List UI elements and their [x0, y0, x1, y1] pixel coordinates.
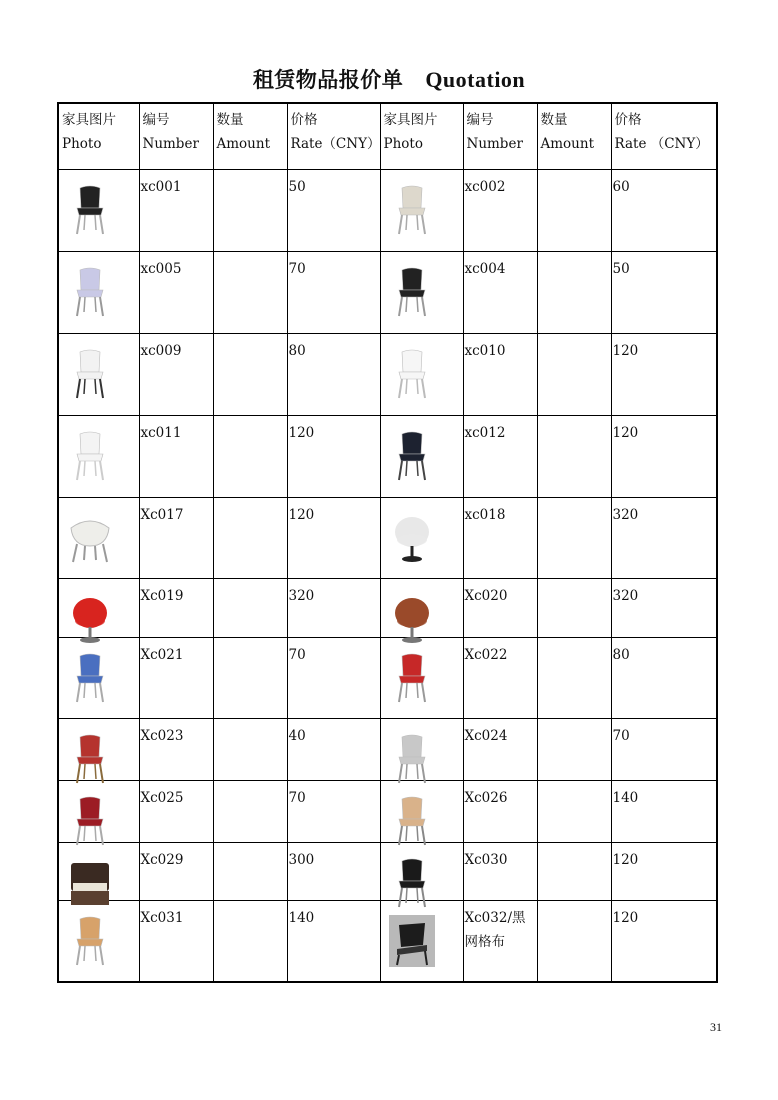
item-rate-cell: [611, 333, 717, 415]
photo-cell: [58, 637, 139, 718]
photo-cell: [58, 251, 139, 333]
item-number: Xc032/黑网格布: [464, 909, 526, 950]
item-amount-cell[interactable]: [213, 578, 287, 637]
item-number: Xc023: [140, 727, 184, 744]
white-bentwood-chair-photo: [67, 430, 113, 482]
item-amount-cell[interactable]: [213, 169, 287, 251]
item-rate-cell: [611, 637, 717, 718]
item-number-cell: [463, 578, 537, 637]
wood-plywood-chair-photo: [389, 795, 435, 847]
black-armchair-sled-photo: [389, 266, 435, 318]
item-number-cell: [139, 578, 213, 637]
white-chair-photo: [389, 348, 435, 400]
beige-stacking-chair-photo: [389, 184, 435, 236]
item-number: Xc030: [464, 851, 508, 868]
item-number-cell: [463, 637, 537, 718]
item-rate-cell: [611, 415, 717, 497]
item-rate: 120: [612, 342, 639, 359]
item-rate: 80: [612, 646, 630, 663]
item-number-cell: [139, 637, 213, 718]
wood-stacking-chair-photo: [67, 915, 113, 967]
white-shell-chair-photo: [67, 348, 113, 400]
item-rate-cell: [287, 842, 380, 900]
item-number: Xc025: [140, 789, 184, 806]
photo-cell: [380, 415, 463, 497]
cantilever-chair-photo: [67, 266, 113, 318]
item-amount: [538, 170, 611, 175]
photo-cell: [58, 497, 139, 578]
item-amount: [538, 901, 611, 906]
item-rate: 50: [612, 260, 630, 277]
item-rate: 320: [288, 587, 315, 604]
item-amount-cell[interactable]: [537, 780, 611, 842]
item-amount: [538, 781, 611, 786]
item-rate-cell: [611, 169, 717, 251]
quotation-table: [57, 102, 718, 983]
photo-cell: [380, 169, 463, 251]
item-amount-cell[interactable]: [537, 900, 611, 982]
photo-cell: [380, 637, 463, 718]
item-number-cell: [463, 169, 537, 251]
item-rate-cell: [611, 842, 717, 900]
item-amount: [538, 719, 611, 724]
blue-seat-chair-photo: [67, 652, 113, 704]
photo-cell: [58, 415, 139, 497]
item-amount-cell[interactable]: [537, 169, 611, 251]
item-rate: 70: [288, 789, 306, 806]
item-rate: 140: [612, 789, 639, 806]
item-number: xc004: [464, 260, 506, 277]
photo-cell: [58, 900, 139, 982]
photo-cell: [58, 578, 139, 637]
item-number: xc001: [140, 178, 182, 195]
item-number: xc005: [140, 260, 182, 277]
item-number: xc002: [464, 178, 506, 195]
item-amount: [538, 416, 611, 421]
item-number-cell: [463, 718, 537, 780]
header-number-2: 编号 Number: [463, 103, 537, 169]
item-amount-cell[interactable]: [537, 333, 611, 415]
item-amount: [538, 579, 611, 584]
black-stacking-chair-photo: [67, 184, 113, 236]
item-amount-cell[interactable]: [537, 718, 611, 780]
photo-cell: [380, 718, 463, 780]
header-rate-2: 价格 Rate （CNY）: [611, 103, 717, 169]
item-rate: 120: [612, 909, 639, 926]
item-number: Xc031: [140, 909, 184, 926]
item-amount: [538, 498, 611, 503]
photo-cell: [58, 718, 139, 780]
item-number-cell: [139, 251, 213, 333]
item-number-cell: [463, 780, 537, 842]
table-row: [58, 780, 717, 842]
red-banquet-chair-photo: [67, 733, 113, 785]
item-amount-cell[interactable]: [537, 497, 611, 578]
header-rate: 价格 Rate（CNY）: [287, 103, 380, 169]
item-rate: 140: [288, 909, 315, 926]
table-row: [58, 578, 717, 637]
item-amount: [214, 719, 287, 724]
table-row: [58, 900, 717, 982]
item-number: Xc029: [140, 851, 184, 868]
item-number-cell: [463, 251, 537, 333]
item-number: xc009: [140, 342, 182, 359]
item-amount: [214, 901, 287, 906]
item-rate-cell: [287, 497, 380, 578]
white-tub-chair-photo: [67, 512, 113, 564]
item-amount: [214, 170, 287, 175]
item-number-cell: [139, 900, 213, 982]
photo-cell: [380, 497, 463, 578]
item-rate-cell: [287, 169, 380, 251]
item-rate-cell: [287, 333, 380, 415]
item-rate: 50: [288, 178, 306, 195]
item-number-cell: [139, 169, 213, 251]
page-number: 31: [710, 1020, 722, 1034]
item-rate-cell: [287, 415, 380, 497]
item-number-cell: [139, 497, 213, 578]
table-row: [58, 637, 717, 718]
item-rate-cell: [611, 900, 717, 982]
item-number-cell: [139, 780, 213, 842]
item-amount-cell[interactable]: [213, 497, 287, 578]
item-number-cell: [463, 900, 537, 982]
item-rate: 70: [612, 727, 630, 744]
item-rate-cell: [287, 780, 380, 842]
title-cn: 租赁物品报价单: [252, 67, 404, 92]
item-amount-cell[interactable]: [537, 415, 611, 497]
item-amount-cell[interactable]: [537, 251, 611, 333]
photo-cell: [58, 780, 139, 842]
item-amount: [214, 252, 287, 257]
item-amount: [214, 579, 287, 584]
item-rate: 70: [288, 646, 306, 663]
item-number: xc011: [140, 424, 182, 441]
black-mesh-office-chair-photo: [389, 915, 435, 967]
item-amount: [214, 334, 287, 339]
item-amount-cell[interactable]: [213, 637, 287, 718]
item-amount-cell[interactable]: [213, 718, 287, 780]
item-amount: [538, 843, 611, 848]
item-rate-cell: [611, 251, 717, 333]
header-row: [58, 103, 717, 169]
item-rate: 120: [612, 424, 639, 441]
item-number: Xc022: [464, 646, 508, 663]
header-number: 编号 Number: [139, 103, 213, 169]
item-number: xc018: [464, 506, 506, 523]
item-amount-cell[interactable]: [213, 842, 287, 900]
document-title: [0, 64, 778, 94]
item-number-cell: [463, 842, 537, 900]
item-rate: 120: [612, 851, 639, 868]
item-rate: 320: [612, 587, 639, 604]
item-rate-cell: [287, 718, 380, 780]
item-rate: 40: [288, 727, 306, 744]
item-number: Xc024: [464, 727, 508, 744]
photo-cell: [380, 578, 463, 637]
item-amount: [538, 334, 611, 339]
item-number-cell: [139, 333, 213, 415]
item-amount: [214, 498, 287, 503]
photo-cell: [380, 251, 463, 333]
item-rate: 80: [288, 342, 306, 359]
item-amount-cell[interactable]: [537, 637, 611, 718]
photo-cell: [58, 842, 139, 900]
item-number-cell: [139, 718, 213, 780]
photo-cell: [58, 333, 139, 415]
item-amount-cell[interactable]: [537, 842, 611, 900]
item-rate: 120: [288, 506, 315, 523]
photo-cell: [58, 169, 139, 251]
item-amount: [214, 416, 287, 421]
item-rate-cell: [287, 637, 380, 718]
item-number-cell: [139, 842, 213, 900]
item-rate-cell: [611, 780, 717, 842]
item-rate-cell: [287, 900, 380, 982]
item-number: Xc019: [140, 587, 184, 604]
item-number: xc010: [464, 342, 506, 359]
item-amount-cell[interactable]: [213, 900, 287, 982]
navy-bentwood-chair-photo: [389, 430, 435, 482]
item-number: Xc026: [464, 789, 508, 806]
table-row: [58, 333, 717, 415]
table-row: [58, 842, 717, 900]
item-rate: 300: [288, 851, 315, 868]
item-number: Xc017: [140, 506, 184, 523]
item-number: Xc021: [140, 646, 184, 663]
red-bistro-chair-photo: [67, 795, 113, 847]
item-rate-cell: [287, 251, 380, 333]
item-rate: 320: [612, 506, 639, 523]
item-number: xc012: [464, 424, 506, 441]
grey-metal-chair-photo: [389, 733, 435, 785]
item-number-cell: [463, 497, 537, 578]
item-number-cell: [463, 333, 537, 415]
item-amount-cell[interactable]: [213, 780, 287, 842]
item-amount: [214, 843, 287, 848]
table-row: [58, 415, 717, 497]
item-amount-cell[interactable]: [213, 251, 287, 333]
item-rate: 120: [288, 424, 315, 441]
header-amount-2: 数量 Amount: [537, 103, 611, 169]
item-amount-cell[interactable]: [213, 333, 287, 415]
item-amount: [538, 252, 611, 257]
photo-cell: [380, 842, 463, 900]
title-en: Quotation: [425, 67, 526, 92]
item-rate: 60: [612, 178, 630, 195]
item-rate: 70: [288, 260, 306, 277]
header-amount: 数量 Amount: [213, 103, 287, 169]
photo-cell: [380, 900, 463, 982]
table-row: [58, 497, 717, 578]
white-egg-swivel-chair-photo: [389, 512, 435, 564]
table-row: [58, 169, 717, 251]
item-number: Xc020: [464, 587, 508, 604]
item-amount: [214, 638, 287, 643]
red-seat-chair-photo: [389, 652, 435, 704]
item-rate-cell: [611, 497, 717, 578]
item-amount: [214, 781, 287, 786]
table-row: [58, 251, 717, 333]
item-number-cell: [463, 415, 537, 497]
header-photo: 家具图片 Photo: [58, 103, 139, 169]
table-row: [58, 718, 717, 780]
item-amount-cell[interactable]: [537, 578, 611, 637]
item-number-cell: [139, 415, 213, 497]
item-rate-cell: [287, 578, 380, 637]
photo-cell: [380, 780, 463, 842]
item-rate-cell: [611, 718, 717, 780]
item-rate-cell: [611, 578, 717, 637]
header-photo-2: 家具图片 Photo: [380, 103, 463, 169]
item-amount-cell[interactable]: [213, 415, 287, 497]
item-amount: [538, 638, 611, 643]
photo-cell: [380, 333, 463, 415]
